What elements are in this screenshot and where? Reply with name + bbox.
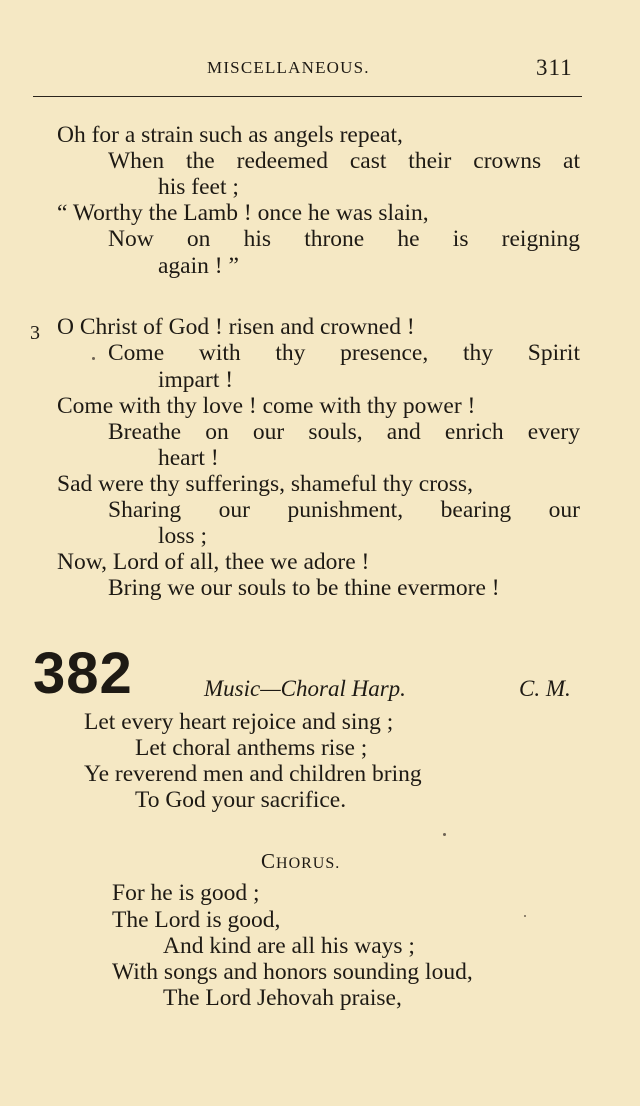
stanza-number: 3 [30,322,40,344]
verse-line: loss ; [158,523,207,549]
page-number: 311 [536,55,573,80]
paper-speck [443,833,446,836]
chorus-heading [261,849,340,874]
verse-line: Sharing our punishment, bearing our [108,497,580,523]
paper-speck [92,357,95,360]
verse-line: Now on his throne he is reigning [108,226,580,252]
verse-line: again ! ” [158,253,239,279]
verse-line: Let every heart rejoice and sing ; [84,709,394,735]
verse-line: “ Worthy the Lamb ! once he was slain, [57,200,429,226]
verse-line: Ye reverend men and children bring [84,761,422,787]
verse-line: Come with thy love ! come with thy power ! [57,393,476,419]
chorus-line: The Lord is good, [112,907,281,933]
verse-line: his feet ; [158,174,239,200]
verse-line: O Christ of God ! risen and crowned ! [57,314,415,340]
hymn-number: 382 [33,641,133,706]
verse-line: Let choral anthems rise ; [135,735,368,761]
running-header: MISCELLANEOUS. [207,58,370,77]
chorus-line: And kind are all his ways ; [163,933,415,959]
verse-line: To God your sacrifice. [135,787,347,813]
chorus-line: For he is good ; [112,880,260,906]
verse-line: Come with thy presence, thy Spirit [108,340,580,366]
verse-line: impart ! [158,367,234,393]
chorus-initial: C [261,849,277,873]
meter: C. M. [519,676,571,701]
chorus-line: The Lord Jehovah praise, [163,985,402,1011]
verse-line: When the redeemed cast their crowns at [108,148,580,174]
paper-speck [524,915,526,917]
verse-line: Bring we our souls to be thine evermore ! [108,575,500,601]
verse-line: Oh for a strain such as angels repeat, [57,122,403,148]
verse-line: heart ! [158,445,219,471]
tune-name: Music—Choral Harp. [204,676,406,701]
verse-line: Sad were thy sufferings, shameful thy cross, [57,471,473,497]
verse-line: Now, Lord of all, thee we adore ! [57,549,370,575]
chorus-rest: HORUS. [276,855,341,872]
header-rule [33,96,582,97]
chorus-line: With songs and honors sounding loud, [112,959,473,985]
verse-line: Breathe on our souls, and enrich every [108,419,580,445]
